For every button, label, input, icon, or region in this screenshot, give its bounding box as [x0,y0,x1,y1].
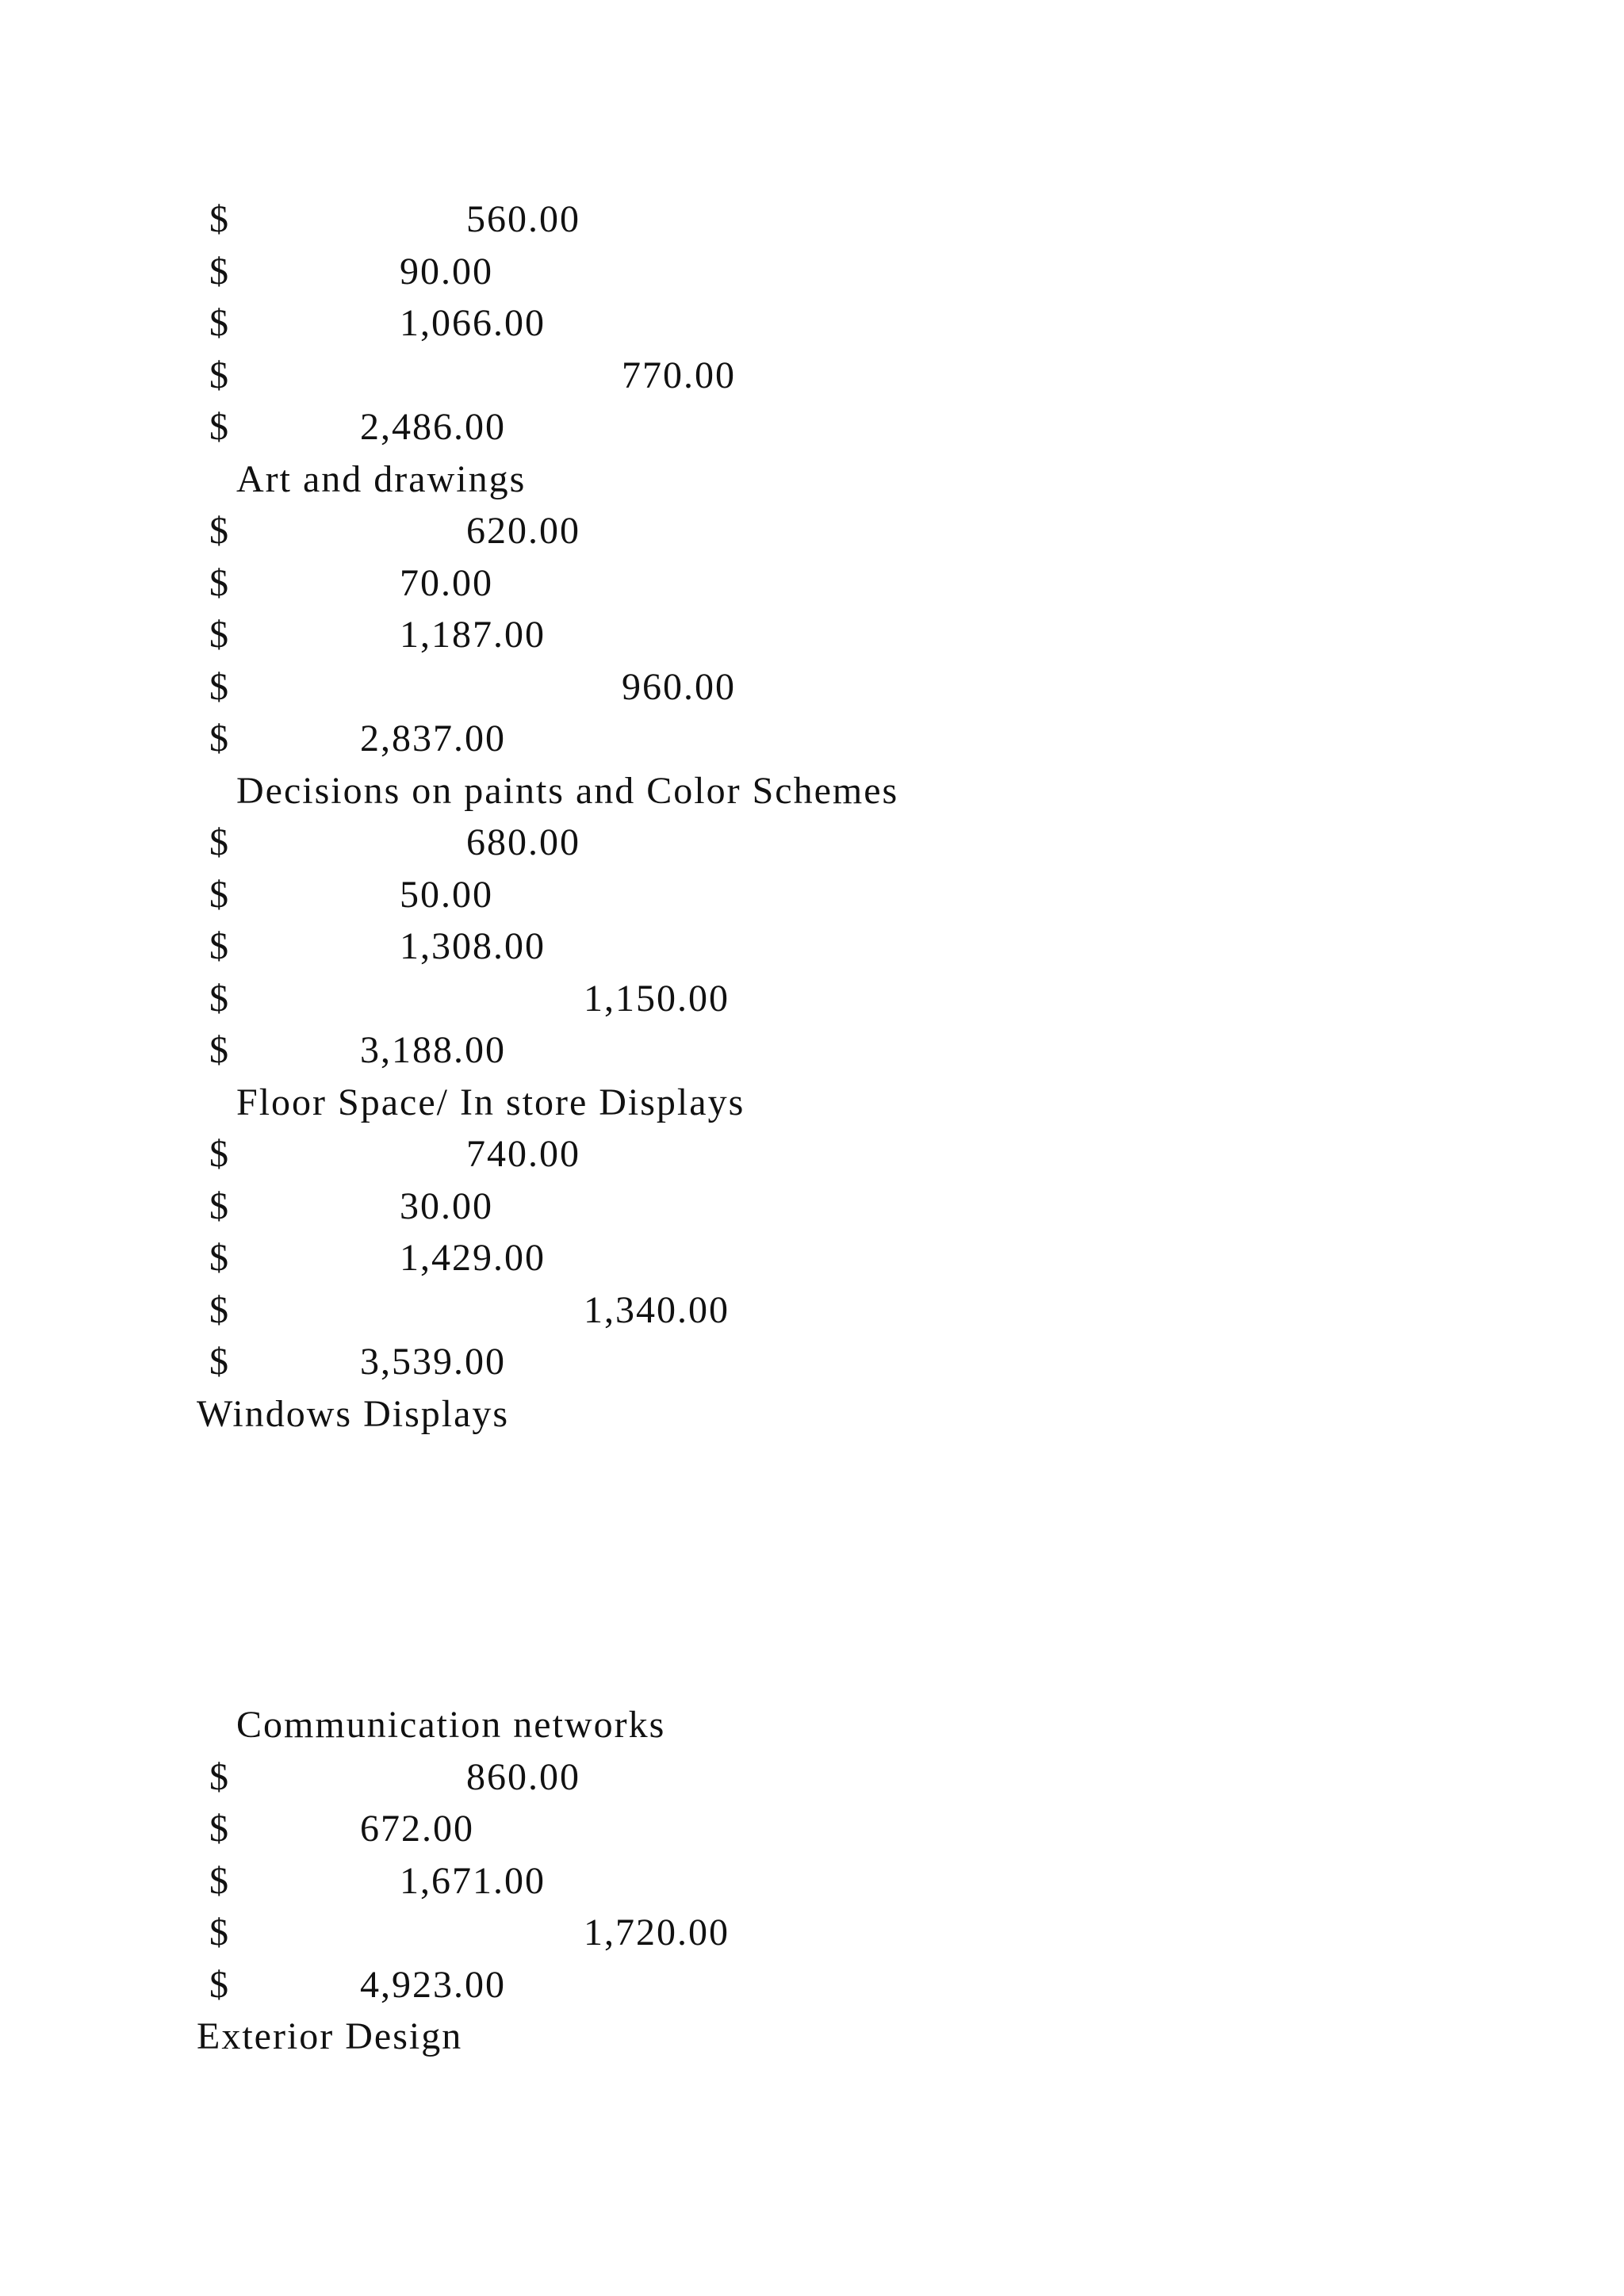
currency-symbol: $ [209,1237,230,1279]
currency-symbol: $ [209,1911,230,1954]
amount-value: 1,340.00 [584,1288,730,1331]
currency-symbol: $ [209,1859,230,1902]
amount-line [197,920,1465,973]
amount-line [197,557,1465,610]
amount-line [197,350,1465,402]
amount-line [197,297,1465,350]
amount-line [197,661,1465,714]
amount-value: 680.00 [466,821,580,863]
amount-value: 3,539.00 [360,1341,506,1383]
amount-line [197,1803,1465,1855]
currency-symbol: $ [209,250,230,293]
amount-line [197,246,1465,298]
amount-line [197,817,1465,869]
amount-value: 50.00 [400,873,493,916]
amount-line [197,1024,1465,1077]
amount-line [197,1751,1465,1804]
amount-line [197,1907,1465,1959]
amount-value: 70.00 [400,561,493,604]
amount-value: 1,308.00 [400,925,546,967]
amount-value: 672.00 [360,1808,474,1850]
amount-value: 4,923.00 [360,1963,506,2006]
amount-value: 1,429.00 [400,1237,546,1279]
cost-list [197,193,1465,2063]
amount-value: 1,066.00 [400,302,546,344]
currency-symbol: $ [209,1755,230,1798]
currency-symbol: $ [209,1341,230,1383]
amount-value: 2,486.00 [360,406,506,448]
currency-symbol: $ [209,510,230,552]
amount-line [197,505,1465,557]
currency-symbol: $ [209,1184,230,1227]
amount-line [197,1128,1465,1181]
amount-value: 2,837.00 [360,718,506,760]
currency-symbol: $ [209,665,230,708]
amount-value: 1,671.00 [400,1859,546,1902]
amount-value: 860.00 [466,1755,580,1798]
amount-line [197,1232,1465,1284]
currency-symbol: $ [209,406,230,448]
currency-symbol: $ [209,1963,230,2006]
currency-symbol: $ [209,561,230,604]
currency-symbol: $ [209,977,230,1020]
currency-symbol: $ [209,354,230,396]
spacer [197,1440,1465,1699]
amount-line [197,193,1465,246]
amount-line [197,1855,1465,1908]
amount-line [197,713,1465,765]
amount-line [197,1959,1465,2011]
currency-symbol: $ [209,198,230,240]
amount-line [197,609,1465,661]
amount-line [197,1181,1465,1233]
currency-symbol: $ [209,1133,230,1175]
currency-symbol: $ [209,614,230,656]
section-label: Decisions on paints and Color Schemes [236,769,899,812]
amount-value: 770.00 [622,354,736,396]
amount-value: 560.00 [466,198,580,240]
currency-symbol: $ [209,718,230,760]
section-label: Communication networks [236,1704,666,1746]
currency-symbol: $ [209,1808,230,1850]
amount-value: 90.00 [400,250,493,293]
currency-symbol: $ [209,873,230,916]
amount-value: 740.00 [466,1133,580,1175]
section-label: Art and drawings [236,457,527,500]
currency-symbol: $ [209,1029,230,1071]
currency-symbol: $ [209,302,230,344]
currency-symbol: $ [209,1288,230,1331]
currency-symbol: $ [209,821,230,863]
amount-line [197,1336,1465,1388]
section-label: Windows Displays [197,1392,510,1435]
amount-value: 960.00 [622,665,736,708]
amount-value: 1,150.00 [584,977,730,1020]
amount-value: 1,720.00 [584,1911,730,1954]
currency-symbol: $ [209,925,230,967]
amount-line [197,869,1465,921]
amount-line [197,401,1465,453]
section-label: Floor Space/ In store Displays [236,1081,745,1123]
amount-line [197,1284,1465,1337]
amount-value: 1,187.00 [400,614,546,656]
amount-value: 3,188.00 [360,1029,506,1071]
amount-value: 620.00 [466,510,580,552]
amount-value: 30.00 [400,1184,493,1227]
section-label: Exterior Design [197,2015,463,2057]
amount-line [197,973,1465,1025]
